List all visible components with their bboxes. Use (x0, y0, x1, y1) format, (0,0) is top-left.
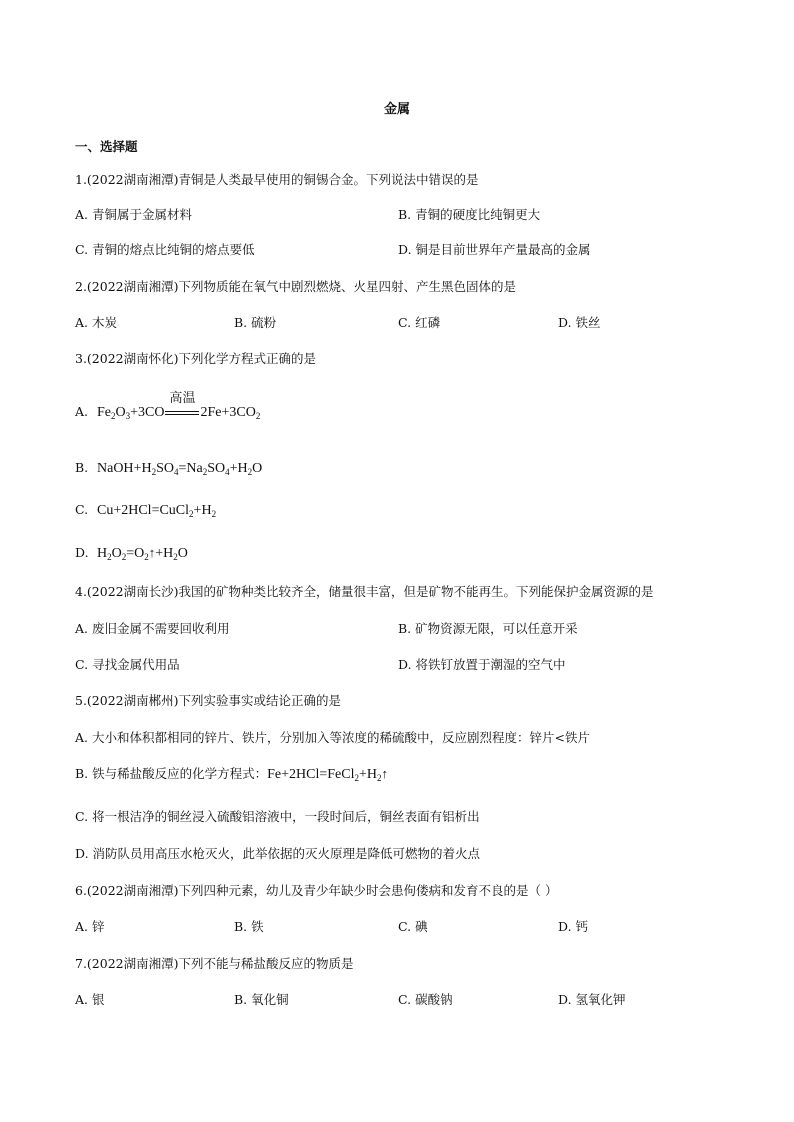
question-6-option-c: C. 碘 (398, 919, 428, 934)
question-1-option-c: C. 青铜的熔点比纯铜的熔点要低 (75, 242, 255, 257)
question-6-option-d: D. 钙 (558, 919, 589, 934)
question-2-option-c: C. 红磷 (398, 315, 441, 330)
question-6-option-a: A. 锌 (75, 919, 105, 934)
question-5-option-b (75, 764, 388, 788)
chemical-equation: $Fe_2O_3+3CO$ 高温 $2Fe+3CO_2$ (97, 390, 261, 421)
question-5-option-a: A. 大小和体积都相同的锌片、铁片，分别加入等浓度的稀硫酸中，反应剧烈程度：锌片<铁片 (75, 730, 590, 745)
question-2-stem: 2.(2022湖南湘潭)下列物质能在氧气中剧烈燃烧、火星四射、产生黑色固体的是 (75, 279, 516, 294)
question-3-option-a (75, 390, 261, 426)
question-1-stem: 1.(2022湖南湘潭)青铜是人类最早使用的铜锡合金。下列说法中错误的是 (75, 172, 479, 187)
option-label: D. (75, 545, 89, 560)
question-4-stem: 4.(2022湖南长沙)我国的矿物种类比较齐全，储量很丰富，但是矿物不能再生。下列能保护金属资源的是 (75, 584, 654, 599)
question-6-option-b: B. 铁 (234, 919, 264, 934)
option-label: A. (75, 404, 89, 419)
chemical-equation: $NaOH+H_2SO_4=Na_2SO_4+H_2O$ (97, 461, 263, 477)
reaction-condition: 高温 (165, 403, 199, 423)
question-3-option-b (75, 458, 262, 482)
question-7-stem: 7.(2022湖南湘潭)下列不能与稀盐酸反应的物质是 (75, 956, 354, 971)
question-4-option-d: D. 将铁钉放置于潮湿的空气中 (398, 657, 566, 672)
question-7-option-a: A. 银 (75, 992, 105, 1007)
question-3-option-d (75, 543, 188, 567)
section-heading: 一、选择题 (75, 139, 138, 154)
question-5-option-c: C. 将一根洁净的铜丝浸入硫酸铝溶液中，一段时间后，铜丝表面有铝析出 (75, 809, 480, 824)
question-1-option-b: B. 青铜的硬度比纯铜更大 (398, 207, 541, 222)
question-5-stem: 5.(2022湖南郴州)下列实验事实或结论正确的是 (75, 693, 341, 708)
question-7-option-c: C. 碳酸钠 (398, 992, 453, 1007)
option-label: C. (75, 502, 89, 517)
option-text: B. 铁与稀盐酸反应的化学方程式： (75, 766, 268, 781)
question-1-option-a: A. 青铜属于金属材料 (75, 207, 192, 222)
question-3-option-c (75, 500, 216, 524)
chemical-equation: $H_2O_2=O_2↑+H_2O$ (97, 545, 188, 562)
page-title: 金属 (383, 102, 410, 117)
chemical-equation: $Fe+2HCl=FeCl_2+H_2↑$ (267, 766, 389, 783)
question-7-option-d: D. 氢氧化钾 (558, 992, 626, 1007)
question-2-option-b: B. 硫粉 (234, 315, 277, 330)
chemical-equation: $Cu+2HCl=CuCl_2+H_2$ (97, 503, 217, 519)
question-2-option-d: D. 铁丝 (558, 315, 601, 330)
gas-arrow-icon: ↑ (381, 766, 389, 781)
question-4-option-a: A. 废旧金属不需要回收利用 (75, 621, 230, 636)
question-4-option-b: B. 矿物资源无限，可以任意开采 (398, 621, 578, 636)
question-6-stem: 6.(2022湖南湘潭)下列四种元素，幼儿及青少年缺少时会患佝偻病和发育不良的是（ ） (75, 883, 558, 898)
option-label: B. (75, 460, 89, 475)
question-3-stem: 3.(2022湖南怀化)下列化学方程式正确的是 (75, 351, 316, 366)
question-7-option-b: B. 氧化铜 (234, 992, 289, 1007)
question-2-option-a: A. 木炭 (75, 315, 117, 330)
question-5-option-d: D. 消防队员用高压水枪灭火，此举依据的灭火原理是降低可燃物的着火点 (75, 846, 481, 861)
question-1-option-d: D. 铜是目前世界年产量最高的金属 (398, 242, 591, 257)
question-4-option-c: C. 寻找金属代用品 (75, 657, 180, 672)
gas-arrow-icon: ↑ (148, 545, 156, 560)
